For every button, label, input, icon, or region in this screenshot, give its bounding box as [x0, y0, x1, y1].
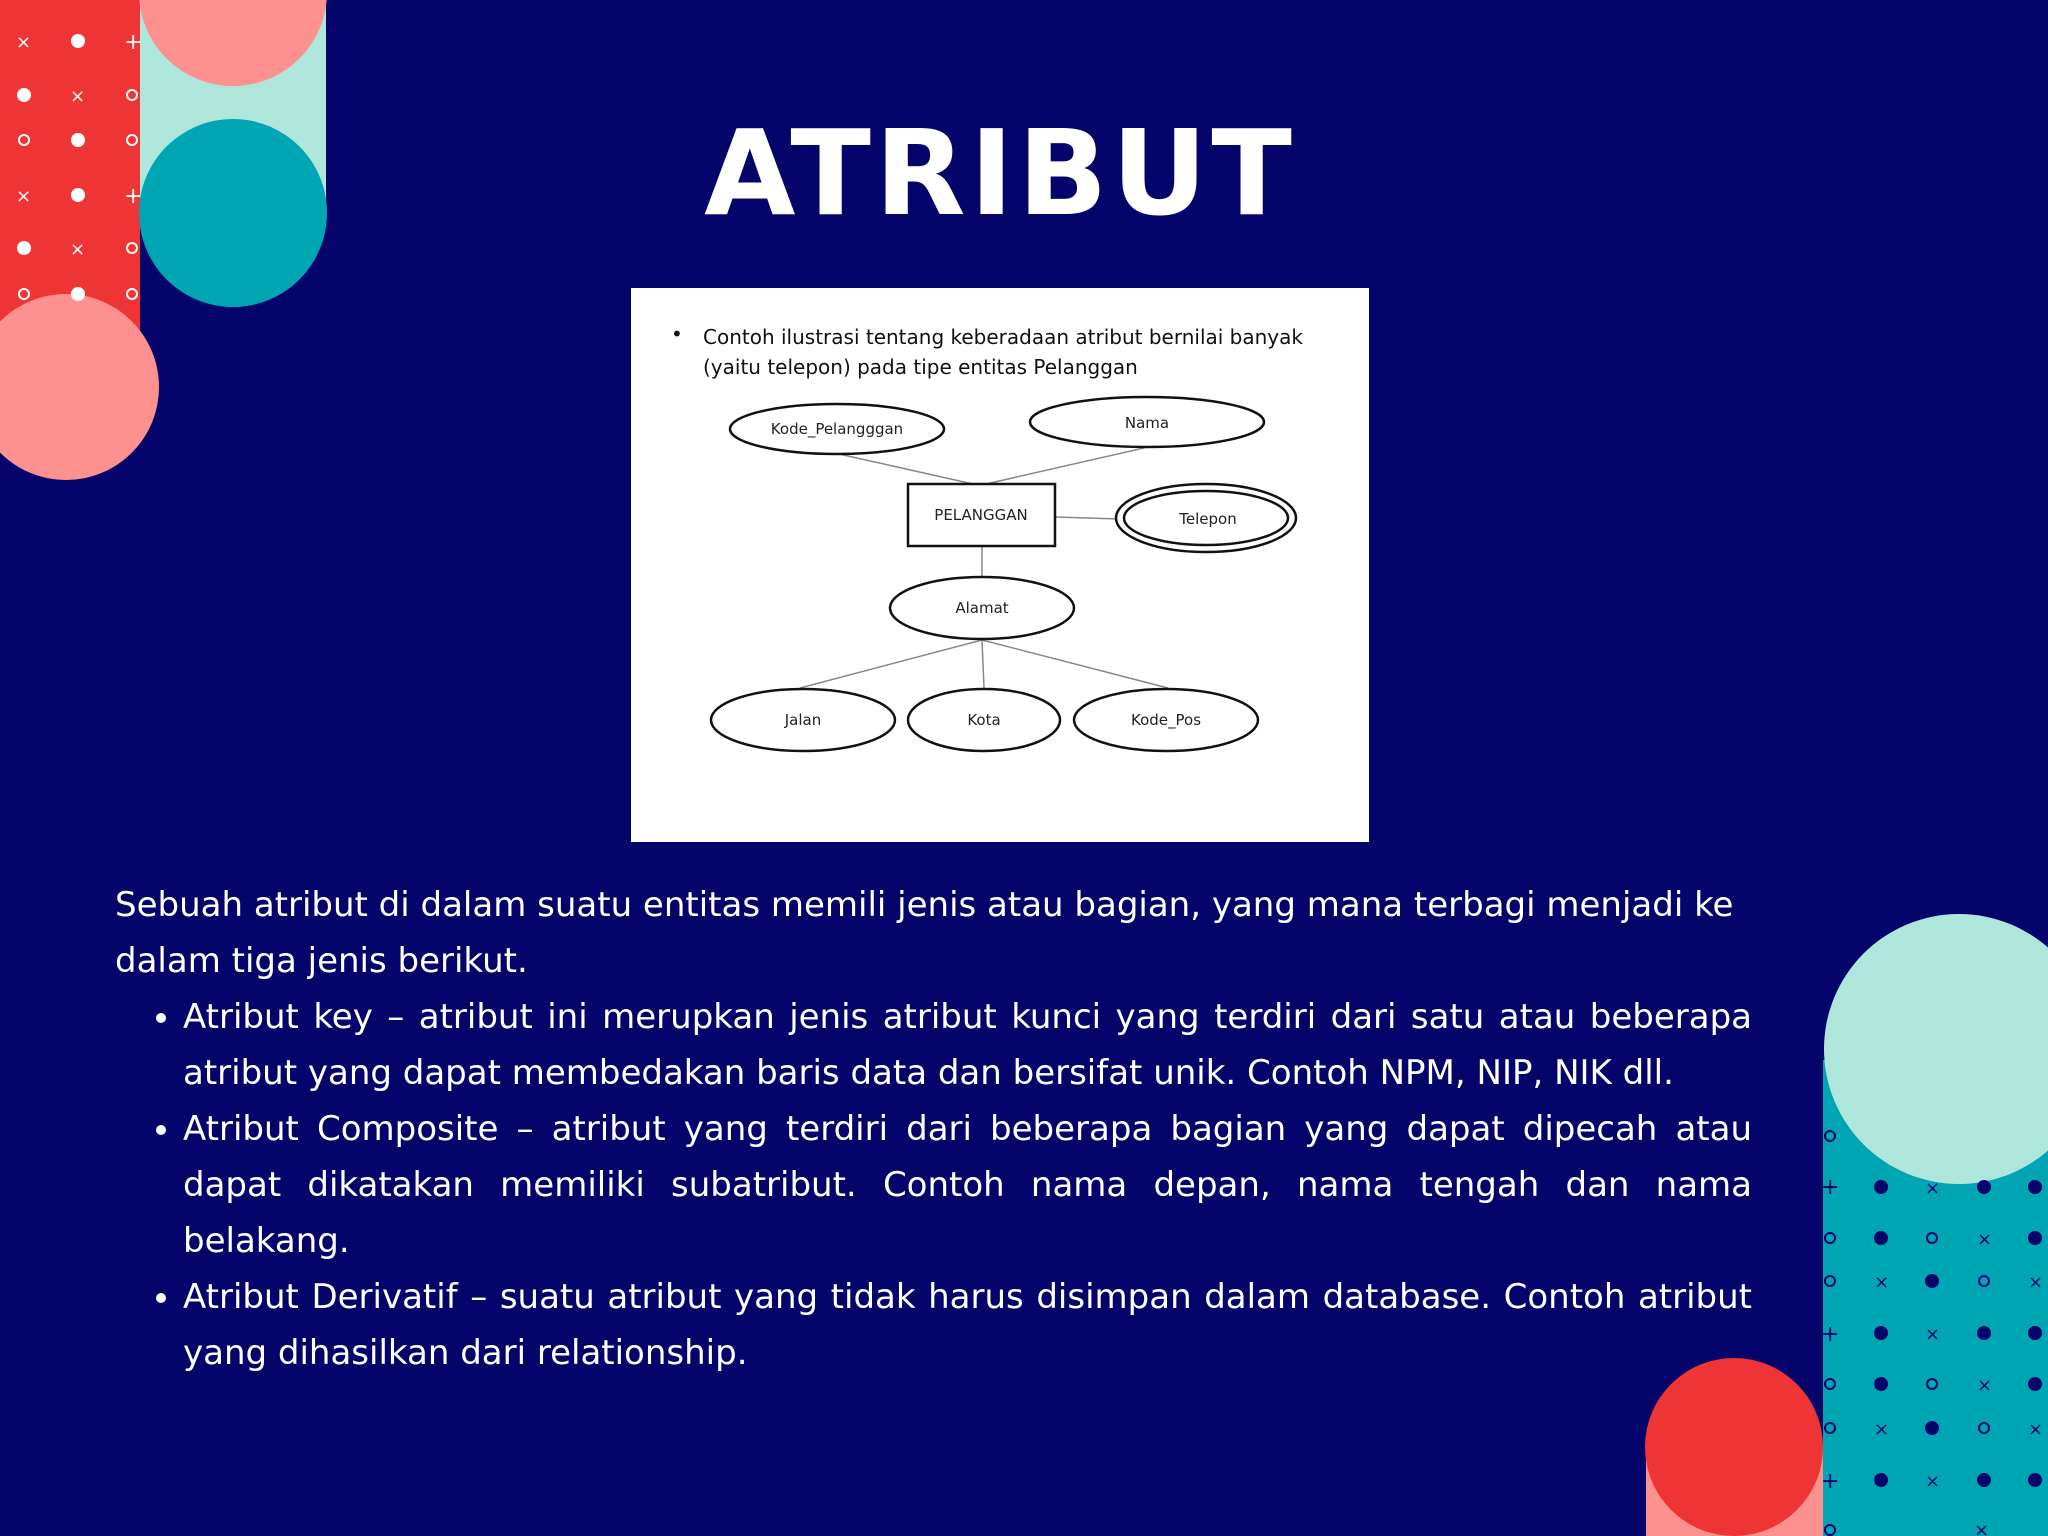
list-item: • Atribut key – atribut ini merupkan jenis atribut kunci yang terdiri dari satu atau beberapa atribut yang dapat membedakan baris data dan bersifat unik. Contoh NPM, NIP, NIK dll.: [183, 989, 1752, 1101]
attr-kode-pelanggan-label: Kode_Pelangggan: [770, 420, 904, 438]
svg-text:×: ×: [70, 239, 86, 260]
svg-text:×: ×: [1925, 1324, 1941, 1345]
body-text: [115, 877, 1752, 1381]
attr-telepon-label: Telepon: [1179, 510, 1237, 528]
attribute-type-list: [115, 989, 1752, 1381]
svg-text:+: +: [124, 30, 143, 55]
svg-text:×: ×: [16, 186, 32, 207]
svg-text:×: ×: [1874, 1272, 1890, 1293]
connector-kode-pelanggan: [839, 454, 973, 484]
svg-text:×: ×: [1977, 1375, 1993, 1396]
svg-text:×: ×: [1925, 1471, 1941, 1492]
er-diagram: [631, 288, 1369, 842]
svg-text:×: ×: [16, 32, 32, 53]
attr-kota-label: Kota: [967, 711, 1001, 729]
slide-title: ATRIBUT: [704, 104, 1296, 242]
svg-text:×: ×: [2028, 1272, 2044, 1293]
connector-kode-pos: [982, 640, 1168, 688]
svg-text:+: +: [1821, 1469, 1840, 1494]
red-circle-bottom: [1645, 1358, 1823, 1536]
svg-text:+: +: [124, 184, 143, 209]
figure-bullet-icon: •: [671, 322, 683, 346]
svg-text:×: ×: [2028, 1419, 2044, 1440]
svg-text:×: ×: [1974, 1520, 1990, 1536]
svg-text:×: ×: [1874, 1419, 1890, 1440]
list-item: • Atribut Derivatif – suatu atribut yang tidak harus disimpan dalam database. Contoh atribut yang dihasilkan dari relationship.: [183, 1269, 1752, 1381]
attr-nama-label: Nama: [1124, 414, 1170, 432]
entity-pelanggan-label: PELANGGAN: [934, 506, 1028, 524]
list-item: • Atribut Composite – atribut yang terdiri dari beberapa bagian yang dapat dipecah atau dapat dikatakan memiliki subatribut. Contoh nama depan, nama tengah dan nama belakang.: [183, 1101, 1752, 1269]
svg-text:+: +: [1821, 1322, 1840, 1347]
connector-telepon: [1055, 517, 1120, 519]
attr-kode-pos-label: Kode_Pos: [1130, 711, 1202, 729]
intro-paragraph: Sebuah atribut di dalam suatu entitas memili jenis atau bagian, yang mana terbagi menjadi ke dalam tiga jenis berikut.: [115, 885, 1734, 981]
figure-caption: Contoh ilustrasi tentang keberadaan atribut bernilai banyak (yaitu telepon) pada tipe entitas Pelanggan: [703, 325, 1303, 379]
connector-jalan: [800, 640, 982, 688]
svg-text:×: ×: [1977, 1229, 1993, 1250]
attr-jalan-label: Jalan: [784, 711, 822, 729]
connector-nama: [986, 448, 1144, 484]
svg-text:+: +: [1821, 1175, 1840, 1200]
svg-text:×: ×: [70, 86, 86, 107]
svg-text:×: ×: [1925, 1178, 1941, 1199]
attr-alamat-label: Alamat: [955, 599, 1009, 617]
er-diagram-figure: [631, 288, 1369, 842]
connector-kota: [982, 640, 984, 688]
